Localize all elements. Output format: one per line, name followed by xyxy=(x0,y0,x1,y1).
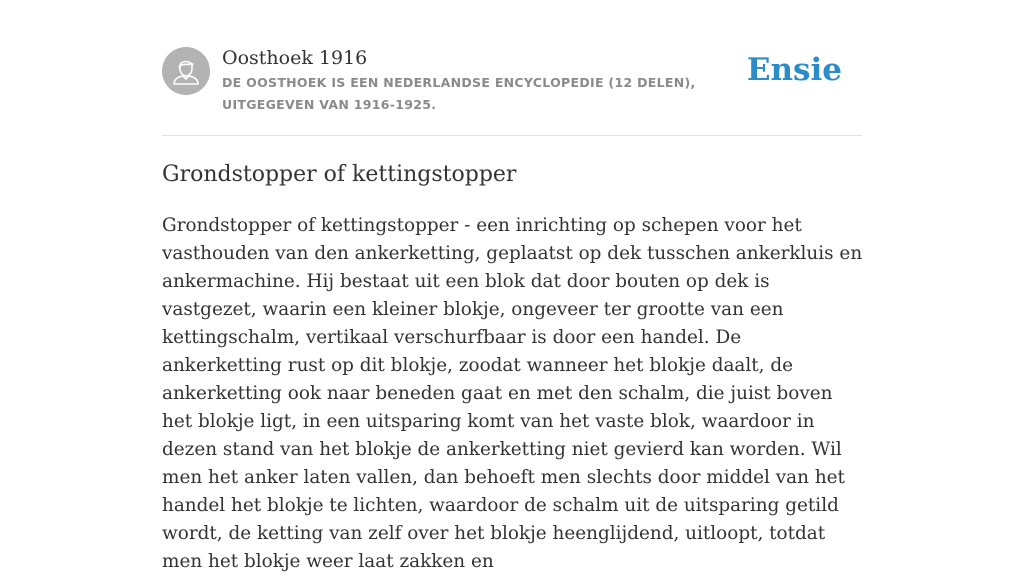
source-header xyxy=(162,46,862,136)
ensie-logo[interactable]: Ensie xyxy=(746,52,842,88)
header-divider xyxy=(162,135,862,136)
user-icon xyxy=(162,47,210,95)
source-name[interactable]: Oosthoek 1916 xyxy=(222,47,368,69)
article-body: Grondstopper of kettingstopper - een inrichting op schepen voor het vasthouden van den ankerketting, geplaatst op dek tusschen ankerkluis en ankermachine. Hij bestaat uit een blok dat door bouten op dek is vastgezet, waarin een kleiner blokje, ongeveer ter grootte van een kettingschalm, vertikaal verschurfbaar is door een handel. De ankerketting rust op dit blokje, zoodat wanneer het blokje daalt, de ankerketting ook naar beneden gaat en met den schalm, die juist boven het blokje ligt, in een uitsparing komt van het vaste blok, waardoor in dezen stand van het blokje de ankerketting niet gevierd kan worden. Wil men het anker laten vallen, dan behoeft men slechts door middel van het handel het blokje te lichten, waardoor de schalm uit de uitsparing getild wordt, de ketting van zelf over het blokje heenglijdend, uitloopt, totdat men het blokje weer laat zakken en xyxy=(162,215,863,572)
article-title: Grondstopper of kettingstopper xyxy=(162,162,517,187)
source-description: DE OOSTHOEK IS EEN NEDERLANDSE ENCYCLOPEDIE (12 DELEN), UITGEGEVEN VAN 1916-1925. xyxy=(222,75,696,112)
